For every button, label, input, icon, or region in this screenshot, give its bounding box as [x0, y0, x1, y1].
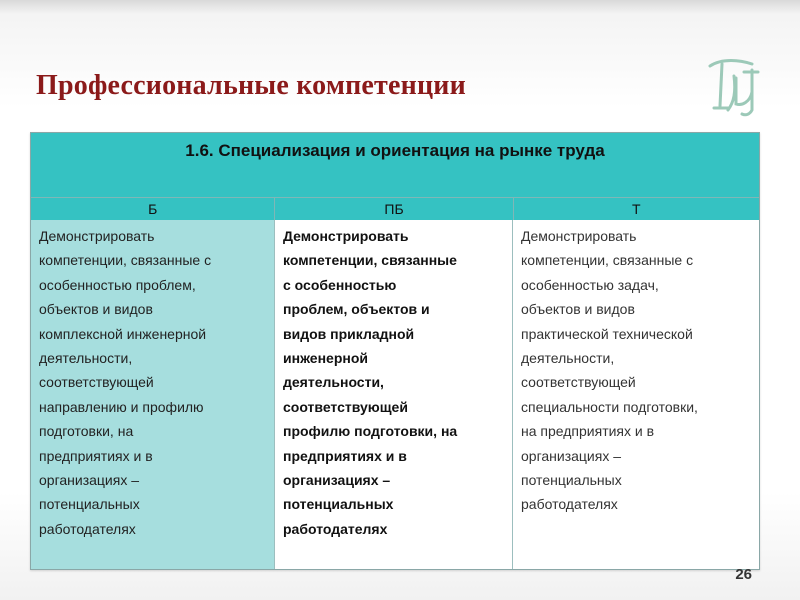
column-headers	[31, 197, 759, 220]
competence-table	[30, 132, 760, 570]
university-monogram-logo-icon	[700, 48, 772, 120]
page-number: 26	[735, 566, 752, 583]
column-header-b: Б	[31, 198, 275, 220]
column-header-pb: ПБ	[275, 198, 513, 220]
table-row	[31, 220, 759, 569]
cell-t: Демонстрировать компетенции, связанные с особенностью задач, объектов и видов практической технической деятельности, соответствующей специальности подготовки, на предприятиях и в организациях – потенциальных работодателях	[513, 220, 759, 569]
slide-title: Профессиональные компетенции	[36, 70, 466, 101]
table-header	[31, 133, 759, 197]
table-header-text: 1.6. Специализация и ориентация на рынке труда	[185, 141, 605, 160]
cell-pb: Демонстрировать компетенции, связанные с особенностью проблем, объектов и видов прикладной инженерной деятельности, соответствующей профилю подготовки, на предприятиях и в организациях – потенциальных работодателях	[275, 220, 513, 569]
cell-b: Демонстрировать компетенции, связанные с особенностью проблем, объектов и видов комплексной инженерной деятельности, соответствующей направлению и профилю подготовки, на предприятиях и в организациях – потенциальных работодателях	[31, 220, 275, 569]
top-band	[0, 0, 800, 14]
column-header-t: Т	[632, 201, 641, 217]
